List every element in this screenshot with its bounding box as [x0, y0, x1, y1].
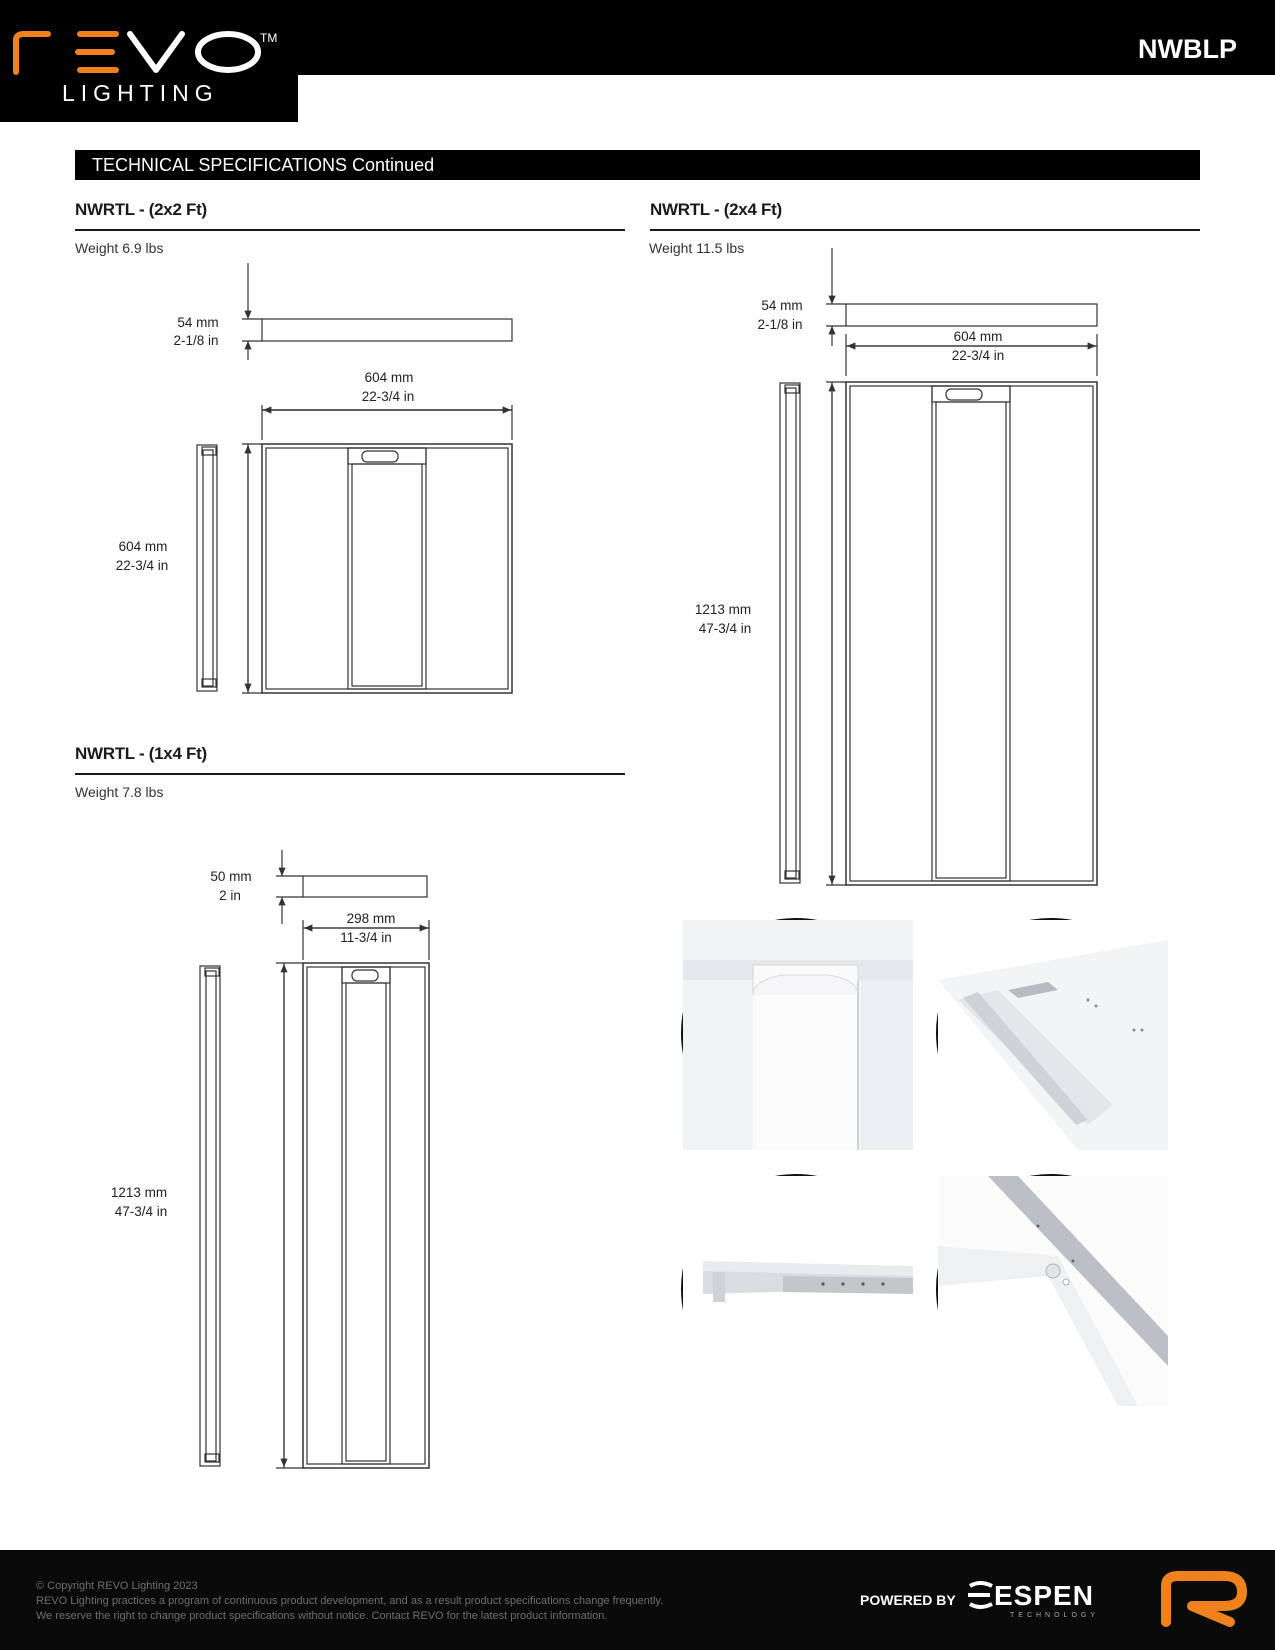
footer [0, 1550, 1275, 1650]
dim-width-mm-2x2: 604 mm [364, 370, 414, 385]
dim-length-in-1x4: 47-3/4 in [114, 1204, 168, 1219]
espen-logo-icon [966, 1580, 994, 1610]
photo-end-cap [681, 918, 911, 1148]
profile-2x4-side [846, 304, 1097, 326]
dim-height-mm-2x2: 54 mm [177, 315, 219, 330]
document-code: NWBLP [1138, 34, 1237, 64]
lens-2x2 [348, 448, 426, 689]
product-title-2x4: NWRTL - (2x4 Ft) [650, 200, 782, 219]
front-1x4 [303, 963, 429, 1468]
front-2x4 [846, 382, 1097, 885]
partner-subtitle: TECHNOLOGY [1010, 1612, 1100, 1619]
dim-width-mm-1x4: 298 mm [346, 911, 396, 926]
dim-length-mm-1x4: 1213 mm [110, 1185, 168, 1200]
photo-bracket [936, 918, 1166, 1148]
powered-by-label: POWERED BY [860, 1592, 956, 1608]
lens-2x4 [932, 386, 1010, 881]
dim-width-in-1x4: 11-3/4 in [340, 930, 392, 945]
product-title-1x4: NWRTL - (1x4 Ft) [75, 744, 207, 763]
front-2x2 [262, 444, 512, 693]
dim-width-mm-2x4: 604 mm [953, 329, 1003, 344]
footer-disclaimer-2: We reserve the right to change product specifications without notice. Contact REVO for the latest product information. [36, 1610, 608, 1622]
weight-2x4: Weight 11.5 lbs [649, 240, 745, 256]
lens-1x4 [342, 967, 390, 1464]
drawing-1x4 [200, 850, 429, 1468]
side-2x2 [197, 445, 217, 691]
revo-r-mark-icon [1158, 1570, 1248, 1626]
dim-length-in-2x4: 47-3/4 in [698, 621, 752, 636]
footer-disclaimer-1: REVO Lighting practices a program of continuous product development, and as a result product specifications change frequently. [36, 1595, 664, 1607]
drawing-2x4 [780, 248, 1097, 885]
side-2x4 [780, 383, 800, 883]
dim-length-mm-2x2: 604 mm [118, 539, 168, 554]
photo-driver-housing [936, 1174, 1166, 1404]
photo-side-rail [681, 1174, 911, 1404]
copyright: © Copyright REVO Lighting 2023 [36, 1580, 198, 1592]
partner-name: ESPEN [994, 1580, 1094, 1611]
dim-height-in-2x2: 2-1/8 in [173, 333, 219, 348]
dim-width-in-2x2: 22-3/4 in [361, 389, 415, 404]
brand-subtitle: LIGHTING [62, 80, 219, 106]
dim-width-in-2x4: 22-3/4 in [951, 348, 1005, 363]
dim-length-in-2x2: 22-3/4 in [115, 558, 169, 573]
profile-1x4-side [303, 876, 427, 897]
dim-height-in-1x4: 2 in [219, 888, 241, 903]
profile-2x2-side [262, 319, 512, 341]
dim-height-in-2x4: 2-1/8 in [757, 317, 803, 332]
svg-text:TM: TM [260, 31, 278, 45]
dim-height-mm-2x4: 54 mm [761, 298, 803, 313]
weight-1x4: Weight 7.8 lbs [75, 784, 164, 800]
section-title: TECHNICAL SPECIFICATIONS Continued [75, 150, 1200, 180]
dim-height-mm-1x4: 50 mm [210, 869, 252, 884]
dim-length-mm-2x4: 1213 mm [694, 602, 752, 617]
drawing-2x2 [197, 263, 512, 693]
weight-2x2: Weight 6.9 lbs [75, 240, 164, 256]
side-1x4 [200, 966, 220, 1466]
product-title-2x2: NWRTL - (2x2 Ft) [75, 200, 207, 219]
